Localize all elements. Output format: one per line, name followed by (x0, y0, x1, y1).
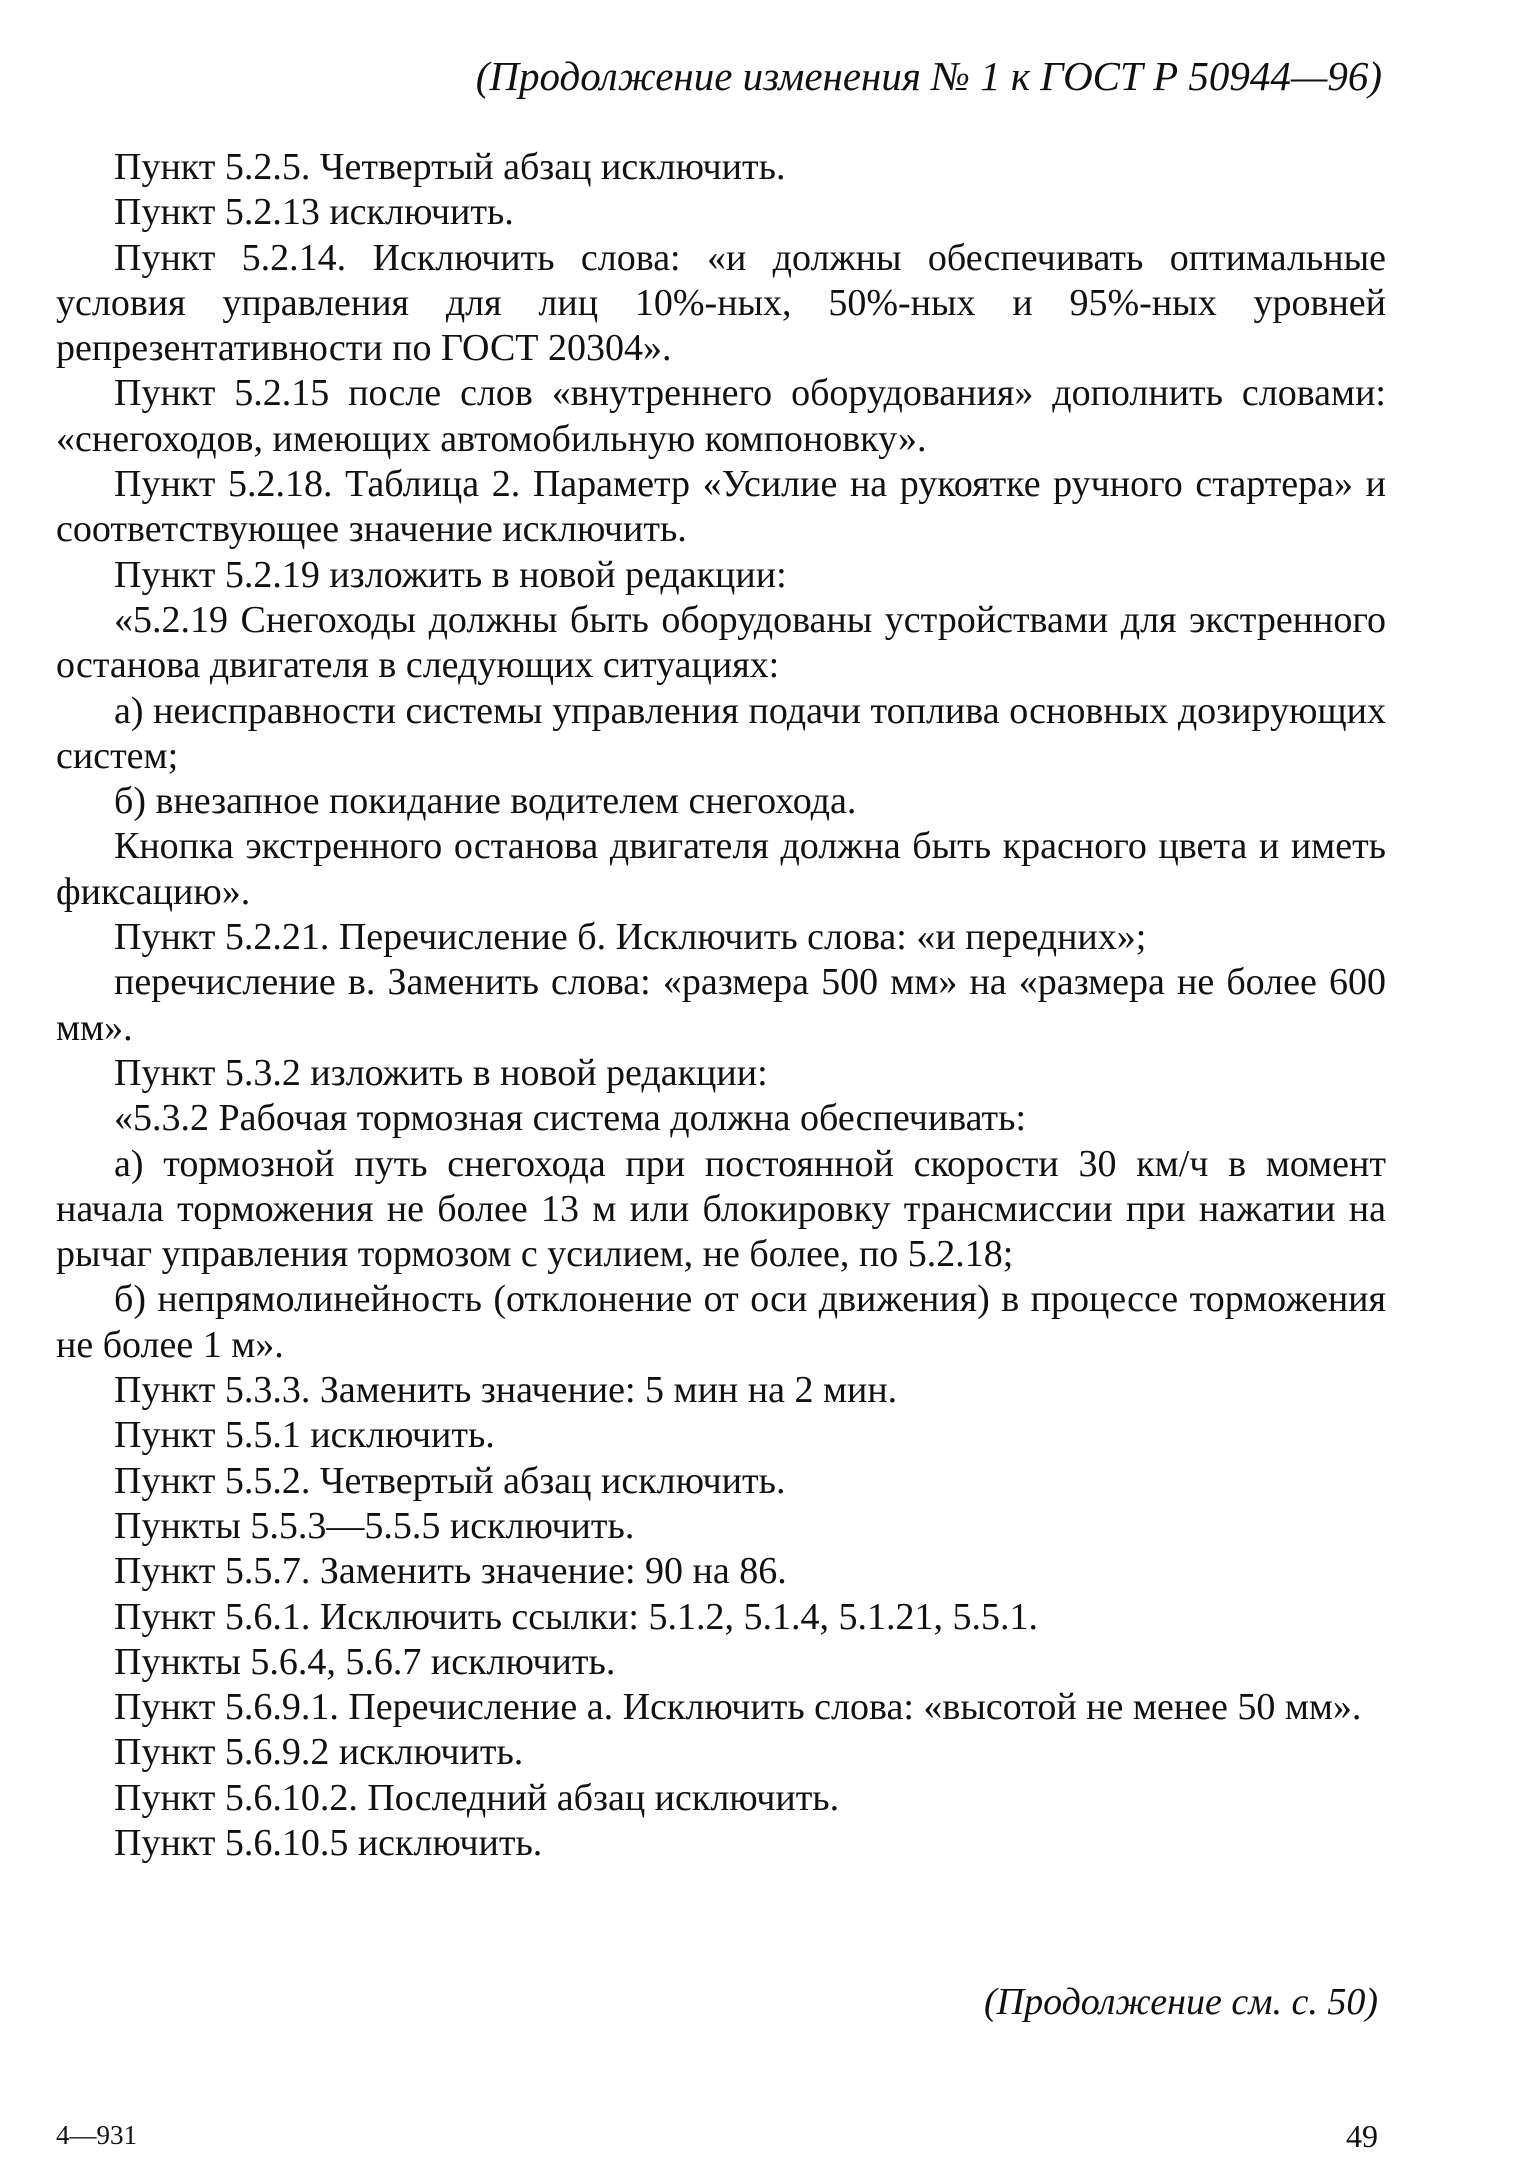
continuation-note: (Продолжение см. с. 50) (983, 1981, 1378, 2023)
paragraph: Пункт 5.5.1 исключить. (114, 1414, 495, 1457)
paragraph: Пункт 5.2.5. Четвертый абзац исключить. (114, 146, 786, 188)
print-code: 4—931 (56, 2120, 137, 2150)
paragraph: Пункт 5.6.1. Исключить ссылки: 5.1.2, 5.1.4, 5.1.21, 5.5.1. (114, 1595, 1038, 1638)
document-body (56, 145, 1386, 1866)
paragraph: Пункт 5.2.18. Таблица 2. Параметр «Усилие на рукоятке ручного стартера» и соответствующее значение исключить. (56, 463, 1386, 551)
paragraph: Пункт 5.3.2 изложить в новой редакции: (114, 1051, 768, 1094)
paragraph: Пункт 5.2.14. Исключить слова: «и должны обеспечивать оптимальные условия управления для лиц 10%-ных, 50%-ных и 95%-ных уровней репрезентативности по ГОСТ 20304». (56, 236, 1386, 370)
paragraph: Пункт 5.6.9.1. Перечисление а. Исключить слова: «высотой не менее 50 мм». (114, 1686, 1362, 1729)
paragraph: Пункт 5.6.10.2. Последний абзац исключить. (114, 1776, 840, 1819)
paragraph: Пункты 5.6.4, 5.6.7 исключить. (114, 1640, 616, 1683)
paragraph: «5.2.19 Снегоходы должны быть оборудованы устройствами для экстренного останова двигателя в следующих ситуациях: (56, 598, 1386, 687)
page-number: 49 (1346, 2118, 1378, 2154)
page-header: (Продолжение изменения № 1 к ГОСТ Р 50944—96) (475, 53, 1382, 99)
paragraph: Пункт 5.2.19 изложить в новой редакции: (114, 553, 787, 596)
paragraph: Пункт 5.2.13 исключить. (114, 191, 514, 234)
paragraph: Пункт 5.5.2. Четвертый абзац исключить. (114, 1459, 786, 1502)
paragraph: Пункт 5.2.15 после слов «внутреннего оборудования» дополнить словами: «снегоходов, имеющих автомобильную компоновку». (56, 372, 1386, 460)
paragraph: «5.3.2 Рабочая тормозная система должна обеспечивать: (114, 1097, 1027, 1140)
paragraph: б) непрямолинейность (отклонение от оси движения) в процессе торможения не более 1 м». (56, 1278, 1386, 1366)
paragraph: б) внезапное покидание водителем снегохода. (114, 780, 857, 823)
paragraph: Пункт 5.6.10.5 исключить. (114, 1821, 543, 1864)
paragraph: а) неисправности системы управления подачи топлива основных дозирующих систем; (56, 689, 1386, 777)
paragraph: а) тормозной путь снегохода при постоянной скорости 30 км/ч в момент начала торможения не более 13 м или блокировку трансмиссии при нажатии на рычаг управления тормозом с усилием, не более, по 5.2.18; (56, 1142, 1386, 1276)
paragraph: Пункт 5.2.21. Перечисление б. Исключить слова: «и передних»; (114, 916, 1147, 959)
paragraph: Кнопка экстренного останова двигателя должна быть красного цвета и иметь фиксацию». (56, 825, 1386, 913)
paragraph: Пункты 5.5.3—5.5.5 исключить. (114, 1504, 635, 1547)
paragraph: Пункт 5.3.3. Заменить значение: 5 мин на 2 мин. (114, 1369, 898, 1412)
paragraph: перечисление в. Заменить слова: «размера 500 мм» на «размера не более 600 мм». (56, 961, 1386, 1049)
paragraph: Пункт 5.5.7. Заменить значение: 90 на 86. (114, 1550, 787, 1593)
paragraph: Пункт 5.6.9.2 исключить. (114, 1731, 524, 1774)
